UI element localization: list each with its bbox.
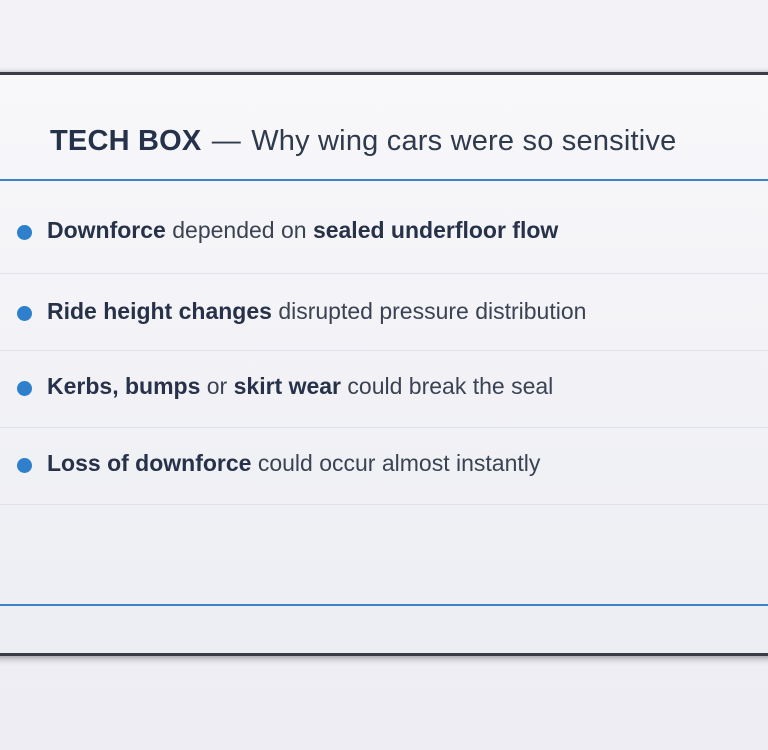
- item-bold-1: Ride height changes: [47, 298, 272, 324]
- title-dash: —: [211, 125, 241, 157]
- item-bold-1: Loss of downforce: [47, 450, 252, 476]
- bullet-list: [0, 183, 768, 505]
- item-text-2: could break the seal: [341, 373, 554, 399]
- item-text-1: could occur almost instantly: [251, 450, 541, 476]
- list-item: [0, 351, 768, 428]
- item-text-1: or: [200, 373, 234, 399]
- bullet-dot-icon: [17, 458, 32, 473]
- bullet-dot-icon: [17, 381, 32, 396]
- item-bold-1: Downforce: [47, 217, 166, 243]
- title-strong: TECH BOX: [50, 125, 202, 157]
- title-rest: Why wing cars were so sensitive: [251, 125, 677, 157]
- item-bold-2: skirt wear: [233, 373, 342, 399]
- item-bold-1: Kerbs, bumps: [47, 373, 201, 399]
- list-item: [0, 274, 768, 351]
- tech-box-card: [0, 72, 768, 656]
- footer-divider: [0, 604, 768, 606]
- list-item: [0, 428, 768, 505]
- list-item: [0, 183, 768, 274]
- item-text-1: disrupted pressure distribution: [271, 298, 587, 324]
- header-divider: [0, 179, 768, 181]
- item-text-1: depended on: [165, 217, 313, 243]
- list-item-text: [47, 298, 586, 325]
- list-item-text: [47, 217, 558, 244]
- card-title: [50, 125, 676, 165]
- bullet-dot-icon: [17, 306, 32, 321]
- list-item-text: [47, 373, 553, 400]
- bullet-dot-icon: [17, 225, 32, 240]
- list-item-text: [47, 450, 540, 477]
- item-bold-2: sealed underfloor flow: [312, 217, 559, 243]
